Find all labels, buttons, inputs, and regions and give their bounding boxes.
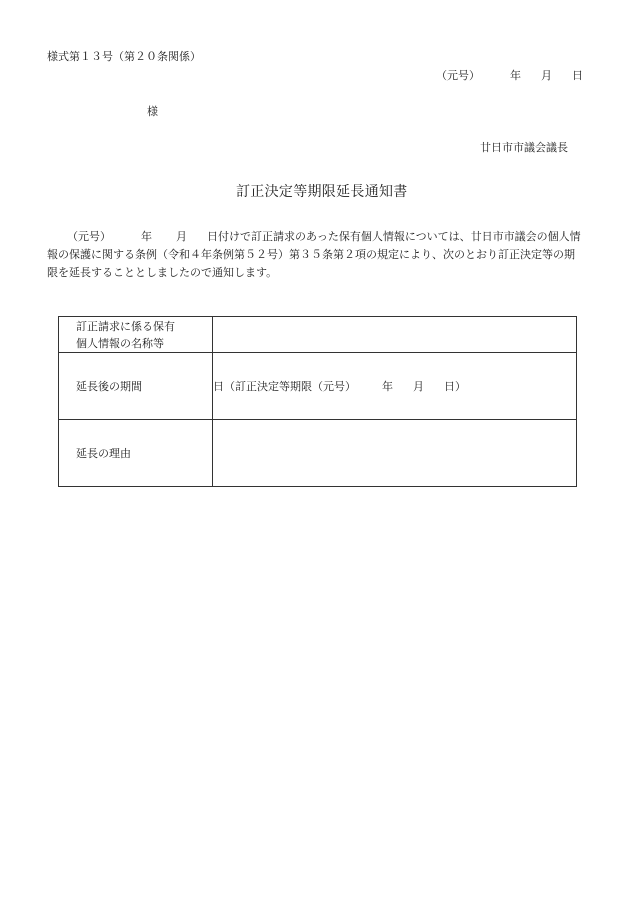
body-era: （元号）	[67, 230, 111, 243]
date-year-unit: 年	[510, 69, 521, 82]
date-month-unit: 月	[541, 69, 552, 82]
label-cell	[59, 317, 213, 353]
sender-name: 廿日市市議会議長	[480, 141, 568, 154]
date-day-unit: 日	[572, 69, 583, 82]
body-text: 日付けで訂正請求のあった保有個人情報については、廿日市市議会の個人情報の保護に関する条例（令和４年条例第５２号）第３５条第２項の規定により、次のとおり訂正決定等の期限を延長することとしましたので通知します。	[47, 230, 581, 279]
body-paragraph	[47, 228, 584, 282]
table-row	[59, 353, 577, 420]
row1-label-line2: 個人情報の名称等	[76, 336, 164, 350]
body-month-unit: 月	[176, 230, 187, 243]
row1-value	[213, 317, 577, 353]
row2-value	[213, 353, 577, 420]
period-deadline-prefix: （訂正決定等期限（元号）	[224, 380, 356, 393]
table-row	[59, 317, 577, 353]
row1-label-line1: 訂正請求に係る保有	[76, 319, 175, 333]
date-era: （元号）	[436, 69, 480, 82]
period-month-unit: 月	[413, 380, 424, 393]
form-number: 様式第１３号（第２０条関係）	[47, 50, 201, 63]
table-row	[59, 420, 577, 487]
period-year-unit: 年	[382, 380, 393, 393]
row3-label: 延長の理由	[59, 420, 213, 487]
info-table	[58, 316, 577, 487]
period-day-unit: 日	[213, 380, 224, 393]
row2-label: 延長後の期間	[59, 353, 213, 420]
date-line	[436, 67, 583, 83]
recipient-suffix: 様	[147, 105, 158, 118]
period-end: 日）	[444, 380, 466, 393]
document-title: 訂正決定等期限延長通知書	[236, 184, 408, 200]
body-year-unit: 年	[141, 230, 152, 243]
row3-value	[213, 420, 577, 487]
